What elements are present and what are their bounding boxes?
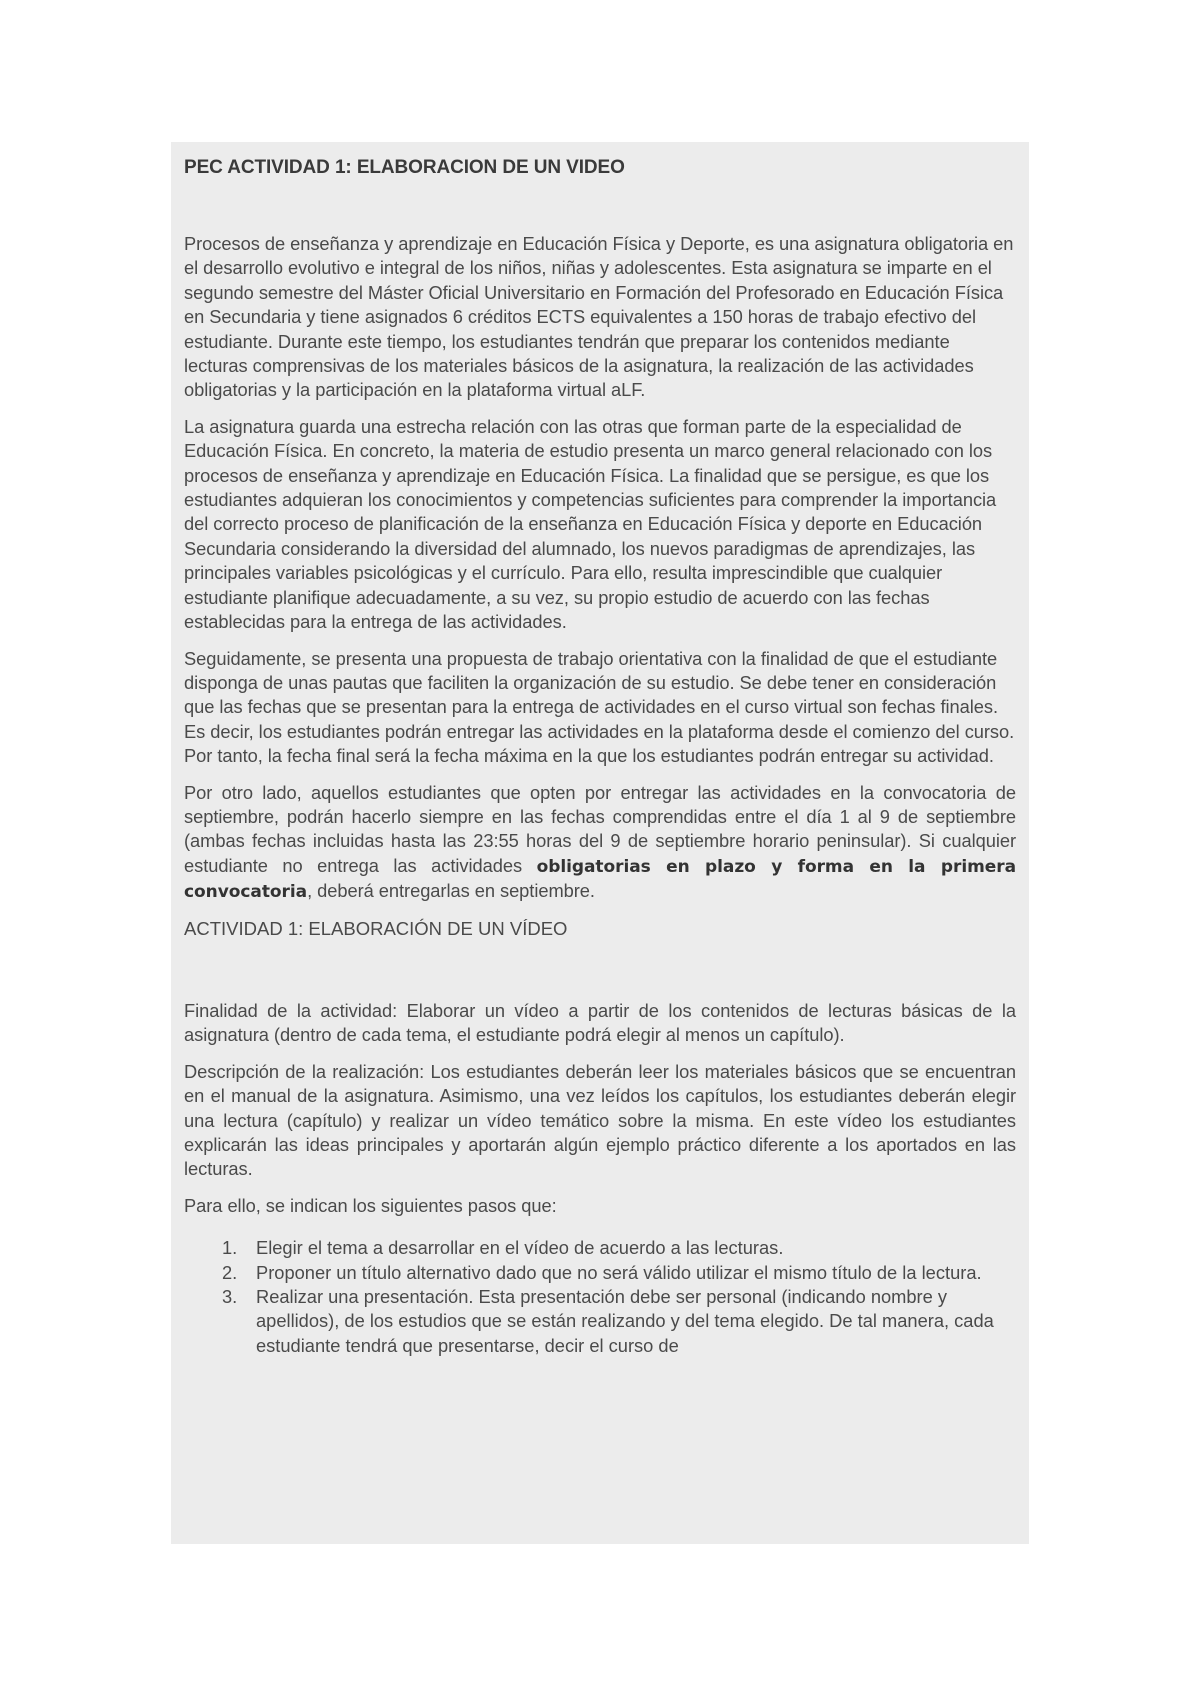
- purpose-paragraph: Finalidad de la actividad: Elaborar un vídeo a partir de los contenidos de lecturas básicas de la asignatura (dentro de cada tema, el estudiante podrá elegir al menos un capítulo).: [184, 999, 1016, 1046]
- steps-list: [184, 1236, 1016, 1358]
- step-text: Realizar una presentación. Esta presentación debe ser personal (indicando nombre y apellidos), de los estudios que se están realizando y del tema elegido. De tal manera, cada estudiante tendrá que presentarse, decir el curso de: [256, 1286, 994, 1356]
- activity-heading: ACTIVIDAD 1: ELABORACIÓN DE UN VÍDEO: [184, 917, 568, 939]
- steps-intro: Para ello, se indican los siguientes pasos que:: [184, 1194, 557, 1216]
- september-text-bold: obligatorias en plazo y forma en la primera convocatoria: [184, 856, 1016, 903]
- step-number: 1.: [222, 1237, 238, 1259]
- step-number: 3.: [222, 1286, 238, 1308]
- intro-paragraph-2: La asignatura guarda una estrecha relación con las otras que forman parte de la especialidad de Educación Física. En concreto, la materia de estudio presenta un marco general relacionado con los procesos de enseñanza y aprendizaje en Educación Física. La finalidad que se persigue, es que los estudiantes adquieran los conocimientos y competencias suficientes para comprender la importancia del correcto proceso de planificación de la enseñanza en Educación Física y deporte en Educación Secundaria considerando la diversidad del alumnado, los nuevos paradigmas de aprendizajes, las principales variables psicológicas y el currículo. Para ello, resulta imprescindible que cualquier estudiante planifique adecuadamente, a su vez, su propio estudio de acuerdo con las fechas establecidas para la entrega de las actividades.: [184, 415, 997, 633]
- step-text: Proponer un título alternativo dado que no será válido utilizar el mismo título de la lectura.: [256, 1261, 982, 1283]
- september-text-after: , deberá entregarlas en septiembre.: [307, 880, 595, 902]
- list-item: [184, 1236, 1016, 1260]
- september-text-before: Por otro lado, aquellos estudiantes que opten por entregar las actividades en la convocatoria de septiembre, podrán hacerlo siempre en las fechas comprendidas entre el día 1 al 9 de septiembre (ambas fechas incluidas hasta las 23:55 horas del 9 de septiembre horario peninsular). Si cualquier estudiante no entrega las actividades: [184, 781, 1016, 876]
- september-paragraph: [184, 781, 1016, 905]
- document-page: [171, 142, 1029, 1544]
- description-paragraph: Descripción de la realización: Los estudiantes deberán leer los materiales básicos que se encuentran en el manual de la asignatura. Asimismo, una vez leídos los capítulos, los estudiantes deberán elegir una lectura (capítulo) y realizar un vídeo temático sobre la misma. En este vídeo los estudiantes explicarán las ideas principales y aportarán algún ejemplo práctico diferente a los aportados en las lecturas.: [184, 1060, 1016, 1180]
- list-item: [184, 1261, 1016, 1285]
- document-title: PEC ACTIVIDAD 1: ELABORACION DE UN VIDEO: [184, 157, 625, 178]
- step-number: 2.: [222, 1261, 238, 1283]
- intro-paragraph-3: Seguidamente, se presenta una propuesta de trabajo orientativa con la finalidad de que el estudiante disponga de unas pautas que faciliten la organización de su estudio. Se debe tener en consideración que las fechas que se presentan para la entrega de actividades en el curso virtual son fechas finales. Es decir, los estudiantes podrán entregar las actividades en la plataforma desde el comienzo del curso. Por tanto, la fecha final será la fecha máxima en la que los estudiantes podrán entregar su actividad.: [184, 647, 1015, 767]
- list-item: [184, 1285, 1016, 1358]
- intro-paragraph-1: Procesos de enseñanza y aprendizaje en Educación Física y Deporte, es una asignatura obligatoria en el desarrollo evolutivo e integral de los niños, niñas y adolescentes. Esta asignatura se imparte en el segundo semestre del Máster Oficial Universitario en Formación del Profesorado en Educación Física en Secundaria y tiene asignados 6 créditos ECTS equivalentes a 150 horas de trabajo efectivo del estudiante. Durante este tiempo, los estudiantes tendrán que preparar los contenidos mediante lecturas comprensivas de los materiales básicos de la asignatura, la realización de las actividades obligatorias y la participación en la plataforma virtual aLF.: [184, 233, 1014, 401]
- step-text: Elegir el tema a desarrollar en el vídeo de acuerdo a las lecturas.: [256, 1237, 784, 1259]
